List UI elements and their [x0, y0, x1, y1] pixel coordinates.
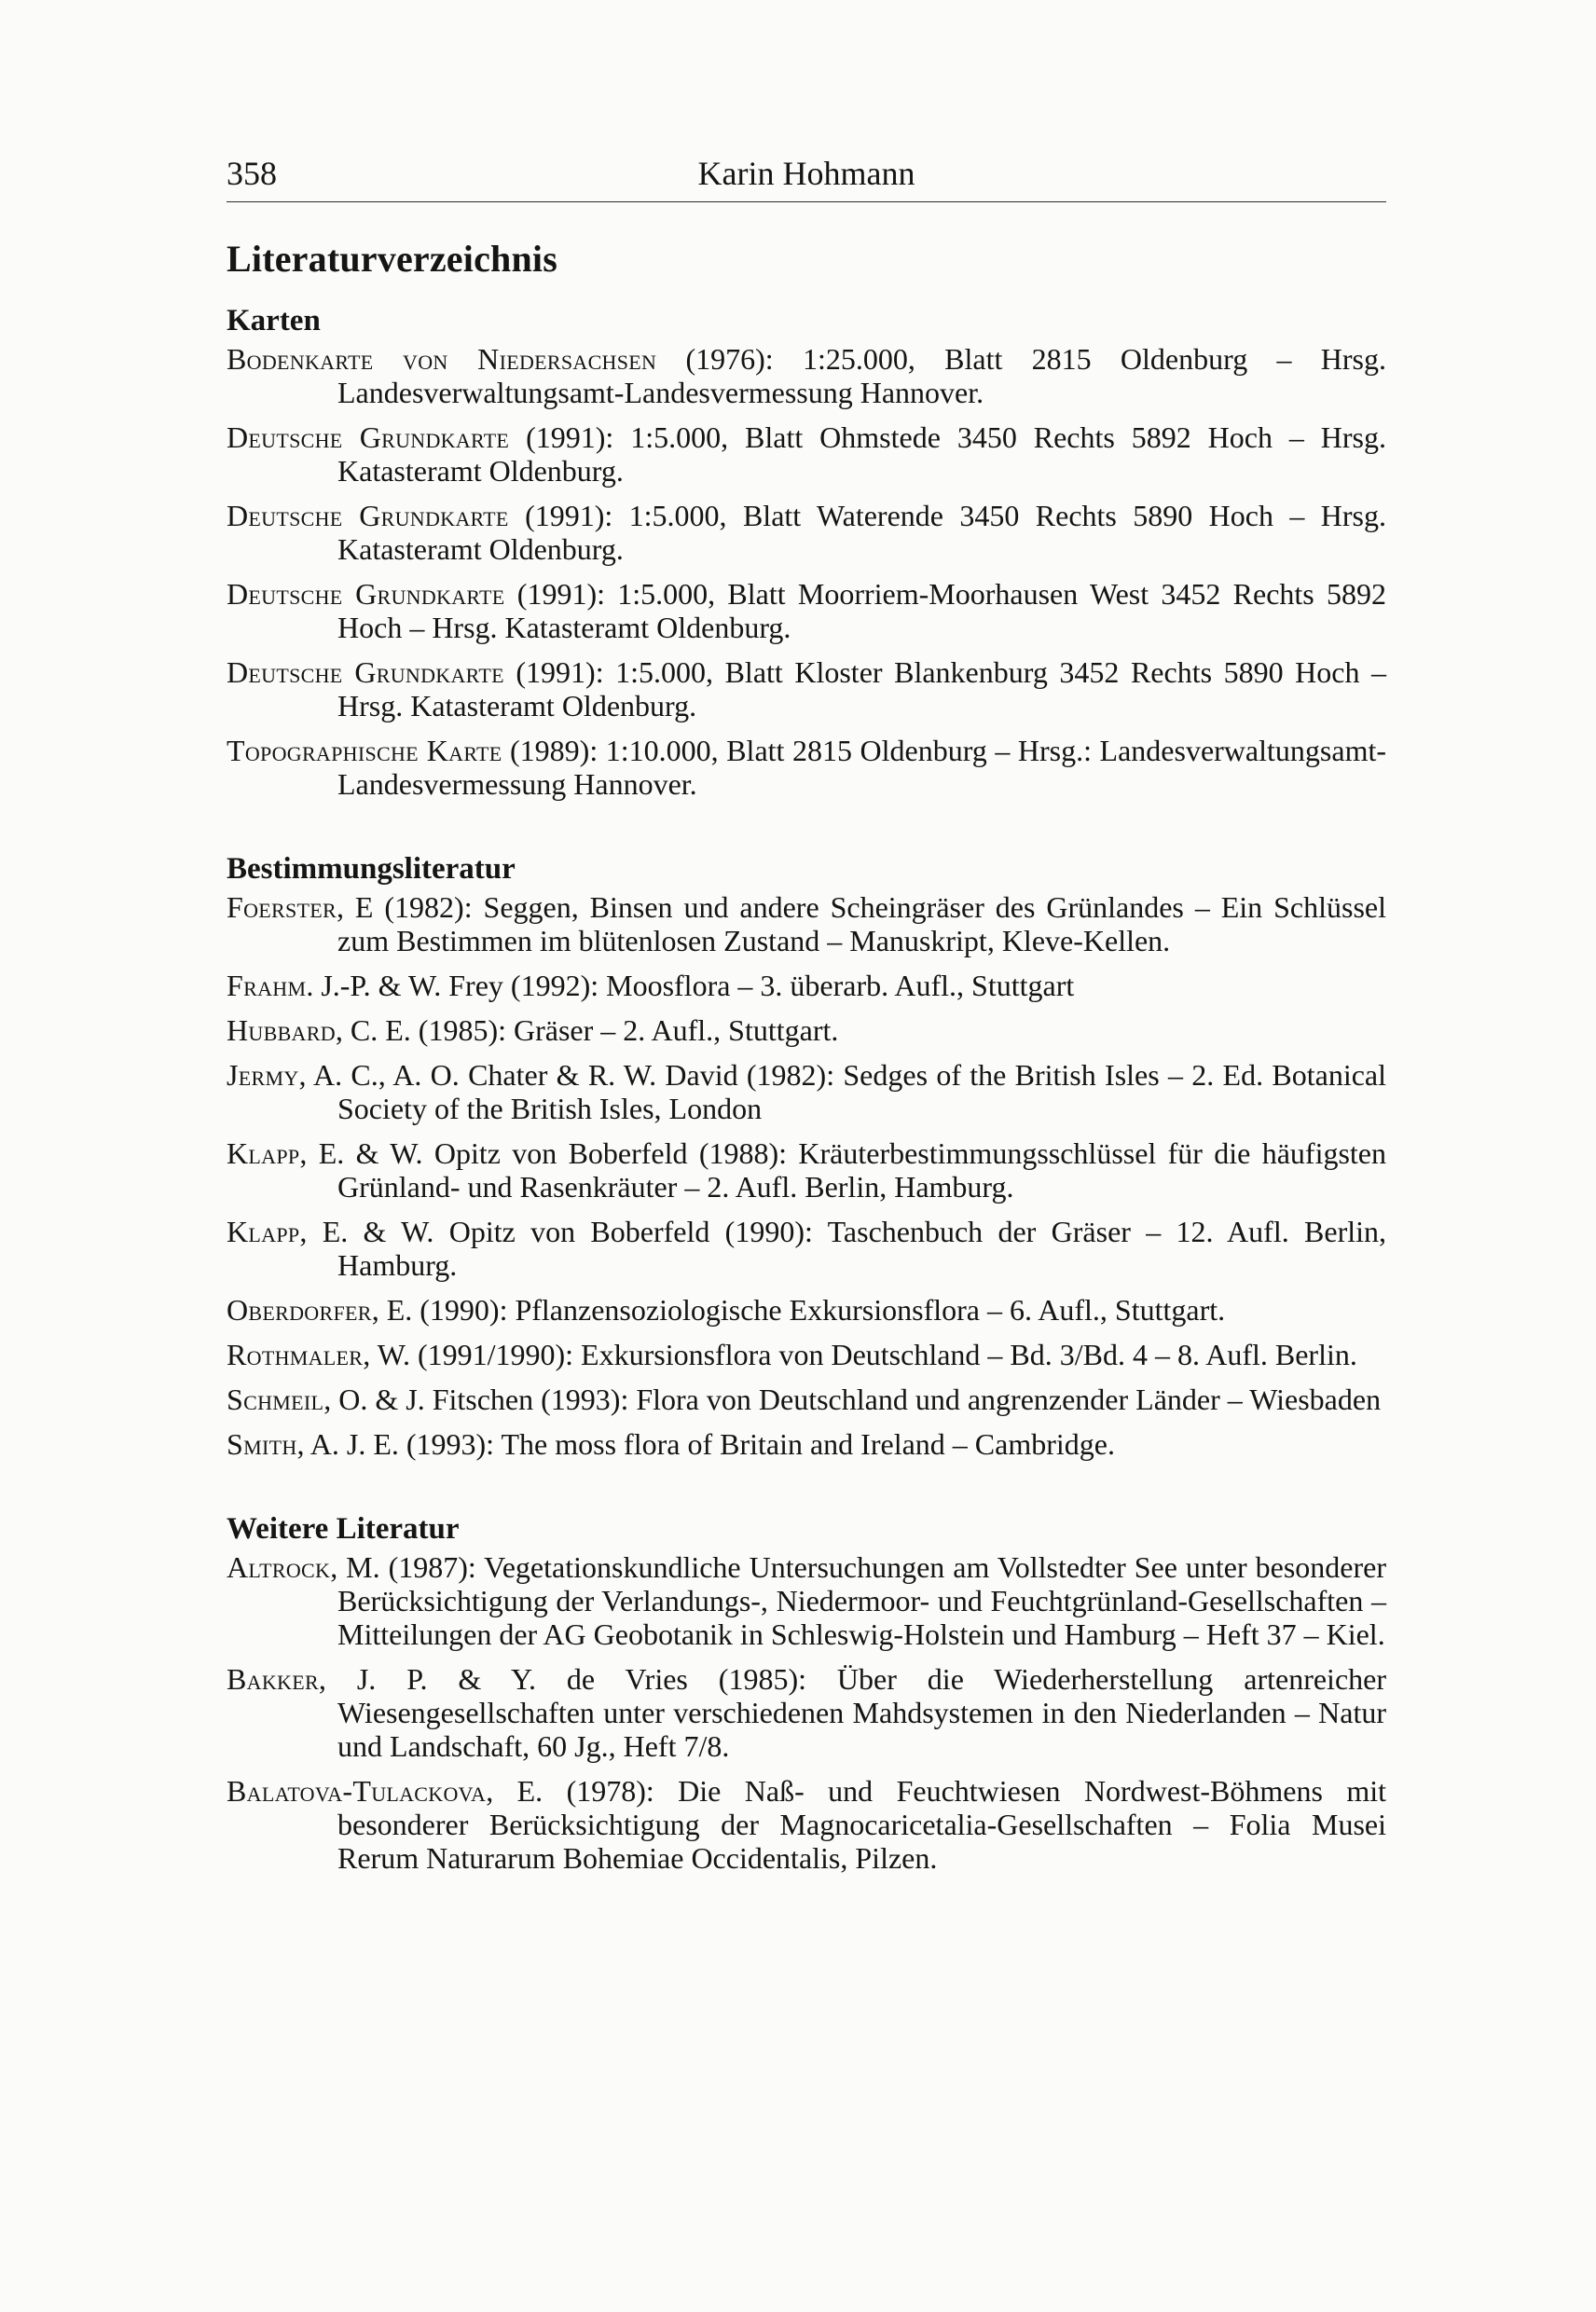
- reference-author: Klapp: [227, 1136, 300, 1170]
- reference-entry: [227, 734, 1386, 801]
- reference-entry: [227, 1136, 1386, 1204]
- reference-text: , M. (1987): Vegetationskundliche Untersuchungen am Vollstedter See unter besonderer Berücksichtigung der Verlandungs-, Niedermoor- und Feuchtgrünland-Gesellschaften – Mitteilungen der AG Geobotanik in Schleswig-Holstein und Hamburg – Heft 37 – Kiel.: [330, 1550, 1386, 1651]
- reference-entry: [227, 969, 1386, 1002]
- reference-author: Oberdorfer: [227, 1293, 372, 1327]
- page-number: 358: [227, 155, 277, 192]
- reference-entry: [227, 1338, 1386, 1371]
- reference-list-karten: [227, 342, 1386, 801]
- reference-author: Topographische Karte: [227, 734, 502, 767]
- reference-entry: [227, 1662, 1386, 1763]
- reference-author: Balatova-Tulackova: [227, 1774, 487, 1808]
- section-heading-weitere-literatur: Weitere Literatur: [227, 1512, 460, 1546]
- reference-author: Foerster: [227, 890, 337, 924]
- reference-text: , J. P. & Y. de Vries (1985): Über die Wiederherstellung artenreicher Wiesengesellschaften unter verschiedenen Mahdsystemen in den Niederlanden – Natur und Landschaft, 60 Jg., Heft 7/8.: [318, 1662, 1386, 1763]
- reference-author: Deutsche Grundkarte: [227, 655, 504, 689]
- reference-text: , E. & W. Opitz von Boberfeld (1988): Kräuterbestimmungsschlüssel für die häufigsten Grünland- und Rasenkräuter – 2. Aufl. Berlin, Hamburg.: [299, 1136, 1386, 1204]
- reference-entry: [227, 1427, 1386, 1461]
- reference-text: , E. & W. Opitz von Boberfeld (1990): Taschenbuch der Gräser – 12. Aufl. Berlin, Hamburg.: [299, 1215, 1386, 1282]
- reference-author: Deutsche Grundkarte: [227, 499, 509, 532]
- running-header-author: Karin Hohmann: [697, 155, 915, 192]
- reference-text: , A. C., A. O. Chater & R. W. David (1982): Sedges of the British Isles – 2. Ed. Botanical Society of the British Isles, London: [298, 1058, 1386, 1125]
- reference-text: (1976): 1:25.000, Blatt 2815 Oldenburg – Hrsg. Landesverwaltungsamt-Landesvermessung Hannover.: [337, 342, 1386, 409]
- reference-entry: [227, 577, 1386, 644]
- running-header: [227, 151, 1386, 196]
- reference-entry: [227, 1293, 1386, 1327]
- reference-text: , A. J. E. (1993): The moss flora of Britain and Ireland – Cambridge.: [296, 1427, 1115, 1461]
- reference-text: (1991): 1:5.000, Blatt Ohmstede 3450 Rechts 5892 Hoch – Hrsg. Katasteramt Oldenburg.: [337, 420, 1387, 488]
- reference-author: Klapp: [227, 1215, 300, 1248]
- reference-author: Smith: [227, 1427, 297, 1461]
- reference-author: Schmeil: [227, 1383, 324, 1416]
- section-heading-bestimmungsliteratur: Bestimmungsliteratur: [227, 852, 516, 886]
- reference-text: , E. (1978): Die Naß- und Feuchtwiesen Nordwest-Böhmens mit besonderer Berücksichtigung der Magnocaricetalia-Gesellschaften – Folia Musei Rerum Naturarum Bohemiae Occidentalis, Pilzen.: [337, 1774, 1386, 1875]
- reference-entry: [227, 655, 1386, 722]
- reference-text: (1991): 1:5.000, Blatt Kloster Blankenburg 3452 Rechts 5890 Hoch – Hrsg. Katasteramt Oldenburg.: [337, 655, 1387, 722]
- reference-list-weitere-literatur: [227, 1550, 1386, 1875]
- reference-text: . J.-P. & W. Frey (1992): Moosflora – 3. überarb. Aufl., Stuttgart: [306, 969, 1075, 1002]
- reference-text: , E. (1990): Pflanzensoziologische Exkursionsflora – 6. Aufl., Stuttgart.: [371, 1293, 1226, 1327]
- reference-entry: [227, 499, 1386, 566]
- document-page: [227, 151, 1386, 1886]
- reference-entry: [227, 1774, 1386, 1875]
- reference-author: Jermy: [227, 1058, 299, 1092]
- reference-entry: [227, 1383, 1386, 1416]
- reference-author: Altrock: [227, 1550, 331, 1584]
- reference-text: (1991): 1:5.000, Blatt Waterende 3450 Rechts 5890 Hoch – Hrsg. Katasteramt Oldenburg.: [337, 499, 1387, 566]
- reference-author: Deutsche Grundkarte: [227, 420, 510, 454]
- reference-text: , O. & J. Fitschen (1993): Flora von Deutschland und angrenzender Länder – Wiesbaden: [323, 1383, 1382, 1416]
- reference-entry: [227, 1550, 1386, 1651]
- reference-entry: [227, 890, 1386, 957]
- reference-text: , E (1982): Seggen, Binsen und andere Scheingräser des Grünlandes – Ein Schlüssel zum Bestimmen im blütenlosen Zustand – Manuskript, Kleve-Kellen.: [336, 890, 1386, 957]
- header-rule: [227, 201, 1386, 202]
- reference-author: Deutsche Grundkarte: [227, 577, 505, 611]
- reference-entry: [227, 1013, 1386, 1047]
- reference-entry: [227, 1058, 1386, 1125]
- reference-text: (1989): 1:10.000, Blatt 2815 Oldenburg – Hrsg.: Landesverwaltungsamt-Landesvermessung Hannover.: [337, 734, 1386, 801]
- reference-entry: [227, 420, 1386, 488]
- reference-text: , C. E. (1985): Gräser – 2. Aufl., Stuttgart.: [335, 1013, 839, 1047]
- reference-author: Bakker: [227, 1662, 319, 1696]
- reference-text: , W. (1991/1990): Exkursionsflora von Deutschland – Bd. 3/Bd. 4 – 8. Aufl. Berlin.: [363, 1338, 1357, 1371]
- section-heading-karten: Karten: [227, 304, 321, 337]
- reference-author: Rothmaler: [227, 1338, 364, 1371]
- reference-entry: [227, 1215, 1386, 1282]
- page-title: Literaturverzeichnis: [227, 238, 557, 280]
- reference-entry: [227, 342, 1386, 409]
- reference-author: Bodenkarte von Niedersachsen: [227, 342, 657, 376]
- reference-author: Hubbard: [227, 1013, 336, 1047]
- reference-list-bestimmungsliteratur: [227, 890, 1386, 1461]
- reference-text: (1991): 1:5.000, Blatt Moorriem-Moorhausen West 3452 Rechts 5892 Hoch – Hrsg. Katasteramt Oldenburg.: [337, 577, 1387, 644]
- reference-author: Frahm: [227, 969, 307, 1002]
